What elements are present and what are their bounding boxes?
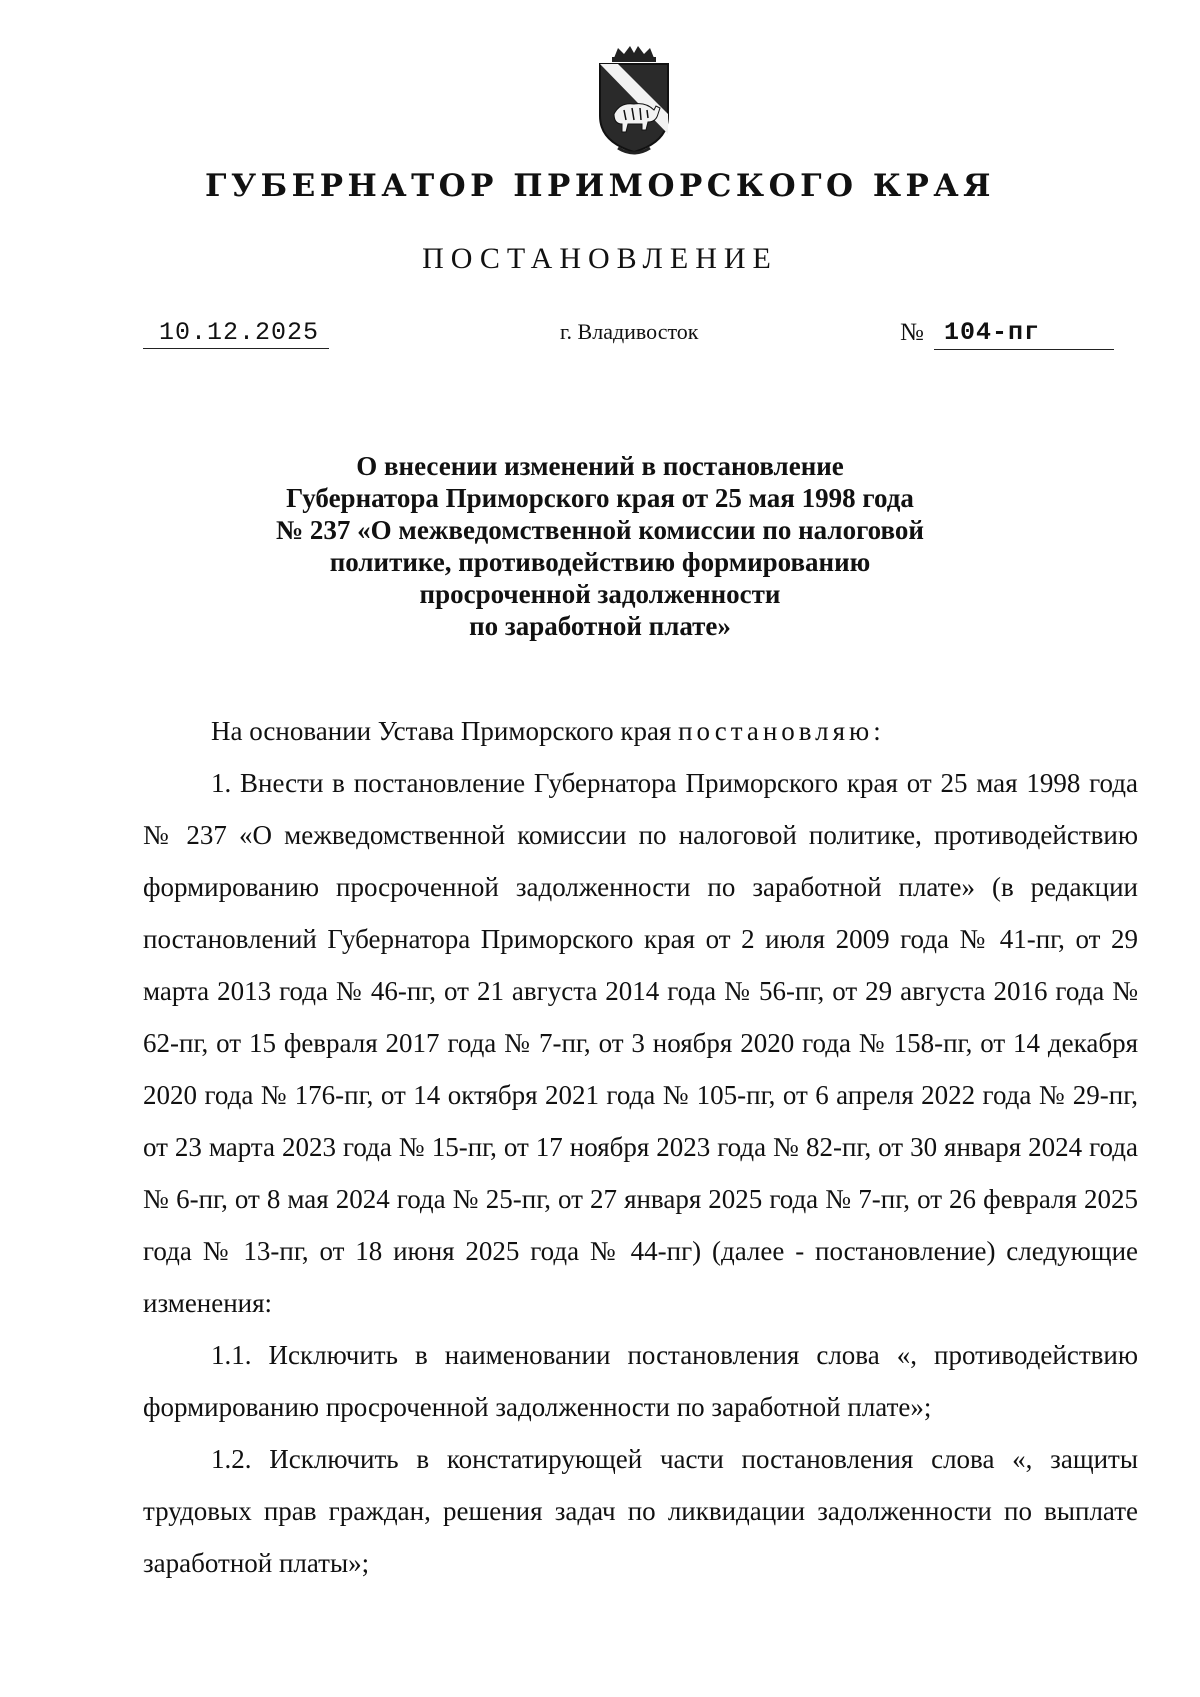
document-city: г. Владивосток — [560, 319, 699, 344]
number-sign: № — [900, 319, 925, 346]
document-type-heading: ПОСТАНОВЛЕНИЕ — [422, 242, 778, 275]
intro-decree-word: постановляю — [678, 716, 874, 746]
title-line: просроченной задолженности — [419, 579, 781, 609]
document-number: 104-пг — [944, 318, 1041, 347]
title-line: № 237 «О межведомственной комиссии по налоговой — [276, 515, 924, 545]
paragraph-1-2: 1.2. Исключить в констатирующей части постановления слова «, защиты трудовых прав граждан, решения задач по ликвидации задолженности по выплате заработной платы»; — [143, 1444, 1138, 1578]
document-body — [143, 705, 1138, 1589]
intro-paragraph — [143, 705, 1138, 757]
title-line: О внесении изменений в постановление — [356, 451, 844, 481]
title-line: Губернатора Приморского края от 25 мая 1998 года — [286, 483, 914, 513]
paragraph-1: 1. Внести в постановление Губернатора Приморского края от 25 мая 1998 года № 237 «О межведомственной комиссии по налоговой политике, противодействию формированию просроченной задолженности по заработной плате» (в редакции постановлений Губернатора Приморского края от 2 июля 2009 года № 41-пг, от 29 марта 2013 года № 46-пг, от 21 августа 2014 года № 56-пг, от 29 августа 2016 года № 62-пг, от 15 февраля 2017 года № 7-пг, от 3 ноября 2020 года № 158-пг, от 14 декабря 2020 года № 176-пг, от 14 октября 2021 года № 105-пг, от 6 апреля 2022 года № 29-пг, от 23 марта 2023 года № 15-пг, от 17 ноября 2023 года № 82-пг, от 30 января 2024 года № 6-пг, от 8 мая 2024 года № 25-пг, от 27 января 2025 года № 7-пг, от 26 февраля 2025 года № 13-пг, от 18 июня 2025 года № 44-пг) (далее - постановление) следующие изменения: — [143, 768, 1138, 1318]
intro-colon: : — [873, 716, 881, 746]
number-underline — [934, 349, 1114, 350]
document-date-field — [143, 318, 329, 349]
document-title — [0, 450, 1200, 642]
title-line: по заработной плате» — [469, 611, 731, 641]
coat-of-arms-emblem — [584, 44, 684, 156]
title-line: политике, противодействию формированию — [329, 547, 871, 577]
paragraph-1-1: 1.1. Исключить в наименовании постановления слова «, противодействию формированию просроченной задолженности по заработной плате»; — [143, 1340, 1138, 1422]
intro-text: На основании Устава Приморского края — [211, 716, 679, 746]
authority-heading: ГУБЕРНАТОР ПРИМОРСКОГО КРАЯ — [205, 168, 995, 204]
document-date: 10.12.2025 — [159, 318, 320, 347]
document-number-field — [900, 318, 1114, 348]
